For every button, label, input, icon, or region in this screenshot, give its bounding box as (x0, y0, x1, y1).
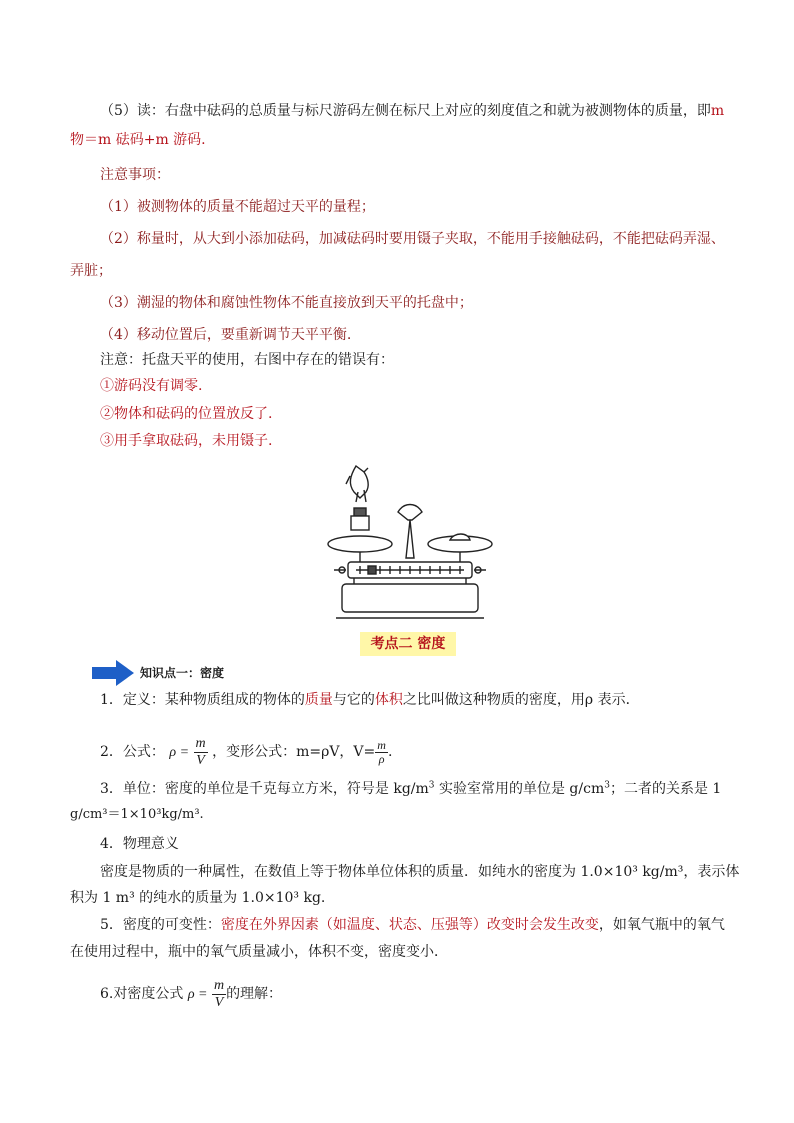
variability-line-1: 5．密度的可变性：密度在外界因素（如温度、状态、压强等）改变时会发生改变，如氧气瓶中的氧气 (100, 917, 725, 933)
notes-item-4: （4）移动位置后，要重新调节天平平衡. (100, 327, 352, 343)
arrow-right-icon (92, 660, 134, 686)
formula-fraction-m-over-v: $\frac{m}{V}$ (195, 735, 206, 768)
notes-title: 注意事项： (100, 167, 170, 183)
understanding-fraction-m-over-v: $\frac{m}{V}$ (213, 977, 225, 1010)
meaning-line-2: 积为 1 m³ 的纯水的质量为 1.0×10³ kg. (70, 890, 326, 906)
meaning-title: 4．物理意义 (100, 836, 179, 852)
section-title: 考点二 密度 (360, 632, 456, 656)
variability-line-2: 在使用过程中，瓶中的氧气质量减小，体积不变，密度变小． (70, 944, 448, 960)
formula-understanding: 6.对密度公式 ρ = $\frac{m}{V}$ 的理解： (100, 977, 283, 1010)
balance-scale-illustration (320, 462, 500, 622)
error-2: ②物体和砝码的位置放反了. (100, 406, 273, 422)
read-line-1: （5）读：右盘中砝码的总质量与标尺游码左侧在标尺上对应的刻度值之和就为被测物体的质量，即m (100, 103, 725, 119)
knowledge-point-title: 知识点一：密度 (140, 666, 225, 680)
density-definition: 1．定义：某种物质组成的物体的质量与它的体积之比叫做这种物质的密度，用ρ 表示． (100, 692, 640, 708)
density-formula: 2．公式： ρ = $\frac{m}{V}$ ，变形公式：m=ρV，V= $\frac{m}{\rho}$ . (100, 735, 393, 768)
notes-item-2a: （2）称量时，从大到小添加砝码，加减砝码时要用镊子夹取，不能用手接触砝码，不能把砝码弄湿、 (100, 231, 725, 247)
density-unit-line-2: g/cm³＝1×10³kg/m³. (70, 807, 204, 822)
density-unit-line-1: 3．单位：密度的单位是千克每立方米，符号是 $kg/m^3$ 实验室常用的单位是 $g/cm^3$；二者的关系是 1 (100, 780, 722, 797)
read-line-2: 物＝m 砝码+m 游码. (70, 132, 206, 148)
formula-fraction-m-over-rho: $\frac{m}{\rho}$ (377, 737, 386, 766)
notes-item-1: （1）被测物体的质量不能超过天平的量程； (100, 199, 375, 215)
meaning-line-1: 密度是物质的一种属性，在数值上等于物体单位体积的质量．如纯水的密度为 1.0×10³ kg/m³，表示体 (100, 864, 740, 880)
error-1: ①游码没有调零. (100, 378, 203, 394)
error-3: ③用手拿取砝码，未用镊子. (100, 433, 273, 449)
errors-title: 注意：托盘天平的使用，右图中存在的错误有： (100, 352, 394, 368)
notes-item-3: （3）潮湿的物体和腐蚀性物体不能直接放到天平的托盘中； (100, 295, 473, 311)
notes-item-2b: 弄脏； (70, 263, 112, 279)
